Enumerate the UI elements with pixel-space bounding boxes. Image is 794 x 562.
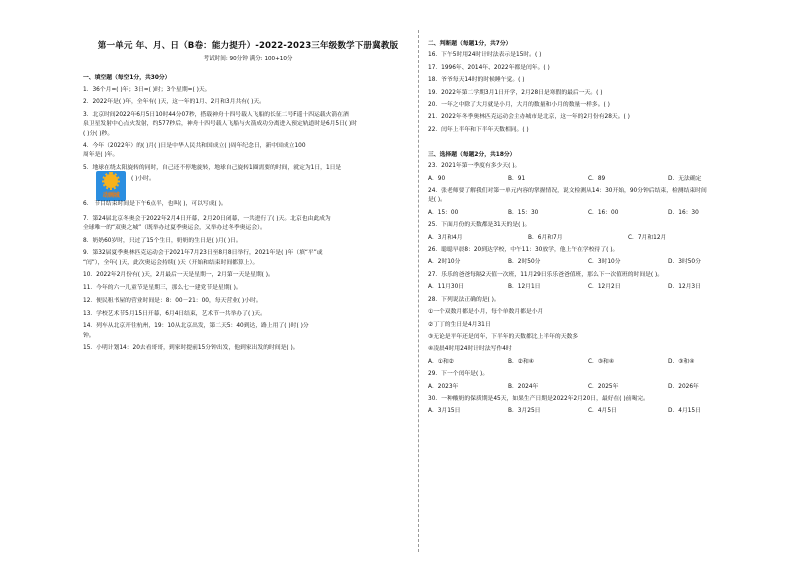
option-c: C．89 <box>588 175 606 182</box>
question-14-line-2: 钟。 <box>83 332 95 339</box>
question-5-6-block <box>83 174 413 210</box>
question-28-text: 28．下列说法正确的是( )。 <box>428 296 500 303</box>
option-b: B．15：30 <box>508 209 539 216</box>
question-1: 1．36个月=( )年；3日=( )时；3个星期=( )天。 <box>83 86 211 93</box>
sun-icon <box>104 174 118 188</box>
question-19: 19．2022年第二学期3月1日开学，2月28日是寒假的最后一天。( ) <box>428 89 603 96</box>
question-9-line-2: “闰”），全年( )天，此次奥运会持续( )天（开始和结束时间都算上）。 <box>83 259 259 266</box>
page-title: 第一单元 年、月、日（B卷：能力提升）-2022-2023三年级数学下册冀教版 <box>97 41 399 51</box>
question-24-options <box>428 210 768 217</box>
option-a: A．①和② <box>428 358 454 365</box>
question-25-text: 25．下面月份的天数都是31天的是( )。 <box>428 222 531 229</box>
option-a: A．11月30日 <box>428 284 465 291</box>
question-5-tail: ( )小时。 <box>131 175 155 182</box>
question-2: 2．2022年是( )年，全年有( )天，这一年的1月、2月和3月共有( )天。 <box>83 99 265 106</box>
question-11: 11．今年的六一儿童节是星期三，那么七一建党节是星期( )。 <box>83 284 242 291</box>
question-24 <box>428 188 768 217</box>
question-3: 3．北京时间2022年6月5日10时44分07秒，搭载神舟十四号载人飞船的长征二号F遥十四运载火箭在酒 <box>83 112 349 119</box>
option-b: B．2024年 <box>508 383 539 390</box>
statement-2: ②丁丁的生日是4月31日 <box>428 321 491 328</box>
question-30-options <box>428 408 768 415</box>
option-d: D．3时50分 <box>668 259 701 266</box>
option-b: B．②和④ <box>508 358 534 365</box>
option-d: D．16：30 <box>668 209 699 216</box>
question-3-line-3: ( )分( )秒。 <box>83 130 114 137</box>
question-5: 5．地球在绕太阳旋转的同时，自己还不停地旋转，地球自己旋转1圈需要的时间，就定为1日，1日是 <box>83 164 342 171</box>
question-3-line-2: 泉卫星发射中心点火发射，约577秒后，神舟十四号载人飞船与火箭成功分离进入预定轨道时是6月5日( )时 <box>83 121 358 128</box>
option-b: B．12月1日 <box>508 284 541 291</box>
option-d: D．4月15日 <box>668 408 701 415</box>
question-28 <box>428 297 768 366</box>
option-c: C．12月2日 <box>588 284 621 291</box>
question-26 <box>428 247 768 267</box>
question-23 <box>428 163 768 183</box>
option-b: B．2时50分 <box>508 259 541 266</box>
option-b: B．3月25日 <box>508 408 541 415</box>
option-d: D．12月3日 <box>668 284 701 291</box>
column-divider <box>418 30 419 552</box>
question-23-options <box>428 176 768 183</box>
option-b: B．6月和7月 <box>528 234 563 241</box>
question-27 <box>428 272 768 292</box>
question-26-text: 26．聪聪早晨8：20到达学校，中午11：30放学，他上午在学校待了( )。 <box>428 247 619 253</box>
option-a: A．15：00 <box>428 209 459 216</box>
question-16: 16．下午5时用24时计时法表示是15时。( ) <box>428 52 542 59</box>
question-4-line-2: 周年是( )年。 <box>83 152 119 159</box>
question-27-options <box>428 284 768 291</box>
question-13: 13．学校艺术节5月15日开幕，6月4日结束，艺术节一共举办了( )天。 <box>83 310 266 317</box>
option-d: D．③和④ <box>668 358 695 365</box>
option-b: B．91 <box>508 175 526 182</box>
option-a: A．90 <box>428 175 446 182</box>
option-c: C．16：00 <box>588 209 619 216</box>
option-a: A．3月和4月 <box>428 234 463 241</box>
question-30-text: 30．一种酸奶的保质期是45天，如果生产日期是2022年2月20日，最好在( )前喝完。 <box>428 396 649 403</box>
option-a: A．2时10分 <box>428 259 461 266</box>
question-12: 12．便民租书屋的营业时间是：8：00－21：00，每天营业( )小时。 <box>83 297 262 304</box>
option-a: A．3月15日 <box>428 408 461 415</box>
question-30 <box>428 396 768 416</box>
question-24-line-2: 是( )。 <box>428 197 446 204</box>
question-24-text: 24．张老师要了解我们对第一单元内容的掌握情况，说文检测从14：30开始，90分钟后结束，检测结束时间 <box>428 188 707 195</box>
question-25-options <box>428 235 768 242</box>
question-22: 22．闰年上半年和下半年天数相同。( ) <box>428 126 529 133</box>
question-21: 21．2022年冬季奥林匹克运动会主办城市是北京，这一年的2月份有28天。( ) <box>428 114 630 121</box>
statement-4: ④凌晨4时用24时计时法写作4时 <box>428 346 512 353</box>
option-c: C．③和④ <box>588 358 615 365</box>
option-c: C．7月和12月 <box>628 234 667 241</box>
question-20: 20．一年之中除了大月就是小月，大月的数量和小月的数量一样多。( ) <box>428 101 610 108</box>
question-17: 17．1996年、2014年、2022年都是闰年。( ) <box>428 64 550 71</box>
question-4: 4．今年（2022年）的( )月( )日是中华人民共和国成立( )周年纪念日，新中国成立100 <box>83 143 306 150</box>
option-c: C．4月5日 <box>588 408 617 415</box>
question-9: 9．第32届夏季奥林匹克运动会于2021年7月23日至8月8日举行，2021年是( )年（填“平”或 <box>83 250 323 257</box>
option-a: A．2023年 <box>428 383 459 390</box>
question-6: 6． 节目结束时间是下午6点半，也叫( )，可以写成( )。 <box>83 200 227 207</box>
exam-info: 考试时间: 90分钟 满分: 100+10分 <box>203 56 293 63</box>
section-heading-fill: 一、填空题（每空1分，共30分） <box>83 75 171 82</box>
statement-1: ①一个双数月都是小月，每个单数月都是小月 <box>428 309 544 316</box>
question-8: 8．奶奶60岁时，只过了15个生日，奶奶的生日是( )月( )日。 <box>83 237 242 244</box>
question-23-text: 23．2021年第一季度有多少天( )。 <box>428 163 521 170</box>
section-heading-choice: 三、选择题（每题2分，共18分） <box>428 152 516 158</box>
question-29-options <box>428 384 768 391</box>
question-7: 7．第24届北京冬奥会于2022年2月4日开幕，2月20日闭幕，一共进行了( )天。北京也由此成为 <box>83 215 331 222</box>
question-10: 10．2022年2月份有( )天，2月最后一天是星期一，2月第一天是星期( )。 <box>83 272 274 279</box>
logo-text: 动画城 <box>102 192 120 200</box>
question-14: 14．列车从北京开往杭州，19：10从北京出发，第二天5：40到达，路上用了( )时( )分 <box>83 323 309 330</box>
option-d: D．2026年 <box>668 383 699 390</box>
question-27-text: 27．乐乐的爸爸每隔2天值一次班，11月29日乐乐爸爸值班，那么下一次值班的时间是( )。 <box>428 271 664 278</box>
question-25 <box>428 222 768 242</box>
option-d: D．无法确定 <box>668 175 702 182</box>
question-18: 18．爷爷每天14时的时候睡午觉。( ) <box>428 77 525 84</box>
question-29 <box>428 371 768 391</box>
statement-3: ③无论是平年还是闰年，下半年的天数都比上半年的天数多 <box>428 333 579 340</box>
right-column <box>428 41 768 421</box>
option-c: C．3时10分 <box>588 259 621 266</box>
option-c: C．2025年 <box>588 383 619 390</box>
cartoon-logo-image <box>96 171 126 201</box>
question-26-options <box>428 259 768 266</box>
question-7-line-2: 全球唯一的“双奥之城”（既举办过夏季奥运会，又举办过冬季奥运会）。 <box>83 225 266 232</box>
question-15: 15．小明计划14：20去看哥哥，到家时提前15分钟出发，他到家出发的时间是( )。 <box>83 345 299 352</box>
question-28-options <box>428 359 768 366</box>
left-column <box>83 40 413 358</box>
section-heading-judge: 二、判断题（每题1分，共7分） <box>428 41 512 47</box>
question-29-text: 29．下一个闰年是( )。 <box>428 371 489 378</box>
